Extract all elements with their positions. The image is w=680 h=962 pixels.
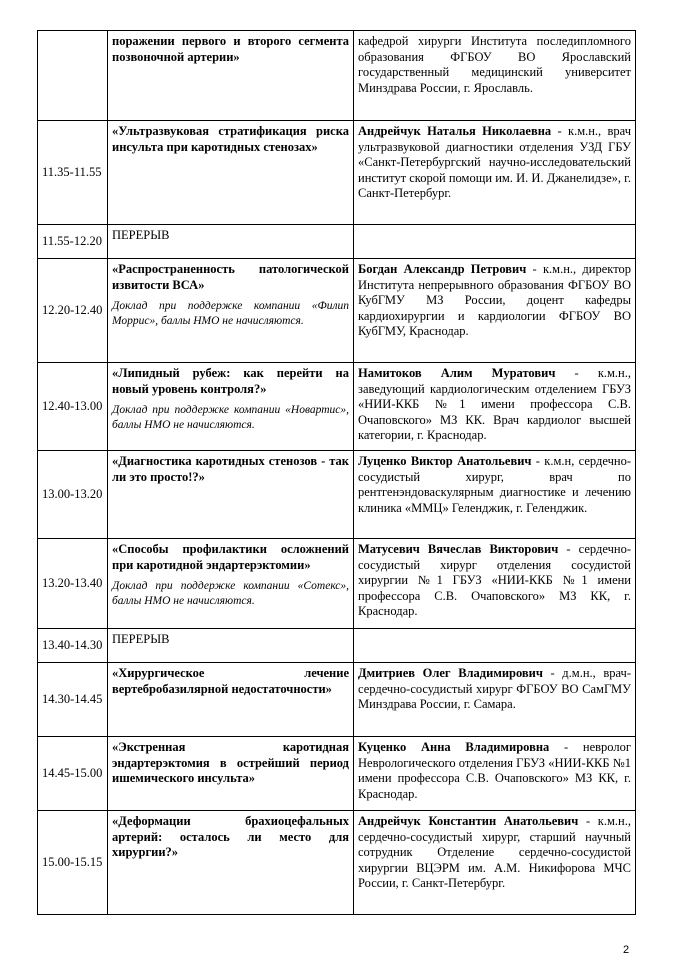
talk-title: «Диагностика каротидных стенозов - так ли это просто!?» <box>112 454 349 484</box>
talk-title: «Способы профилактики осложнений при каротидной эндартерэктомии» <box>112 542 349 572</box>
table-row <box>38 259 636 363</box>
talk-title: «Экстренная каротидная эндартерэктомия в острейший период ишемического инсульта» <box>112 740 349 786</box>
talk-title: «Липидный рубеж: как перейти на новый уровень контроля?» <box>112 366 349 396</box>
speaker-info: - к.м.н., сердечно-сосудистый хирург, старший научный сотрудник Отделение сердечно-сосудистой хирургии ВЦЭРМ им. А.М. Никифорова МЧС России, г. Санкт-Петербург. <box>358 814 631 891</box>
speaker-cell <box>354 259 636 363</box>
speaker-cell <box>354 539 636 629</box>
speaker-info: - невролог Неврологического отделения ГБУЗ «НИИ-ККБ №1 имени профессора С.В. Очаповского» МЗ КК, г. Краснодар. <box>358 740 631 801</box>
time-cell: 14.30-14.45 <box>38 663 108 737</box>
table-row <box>38 31 636 121</box>
speaker-info: - к.м.н, сердечно-сосудистый хирург, врач по рентгенэндоваскулярным диагностике и лечению клиника «ММЦ» Геленджик, г. Геленджик. <box>358 454 631 515</box>
speaker-name: Богдан Александр Петрович <box>358 262 527 276</box>
speaker-cell <box>354 737 636 811</box>
speaker-info: - д.м.н., врач-сердечно-сосудистый хирург ФГБОУ ВО СамГМУ Минздрава России, г. Самара. <box>358 666 631 712</box>
speaker-cell <box>354 451 636 539</box>
program-table-body <box>38 31 636 915</box>
table-row <box>38 737 636 811</box>
topic-cell <box>108 363 354 451</box>
speaker-name: Андрейчук Константин Анатольевич <box>358 814 579 828</box>
time-cell: 12.40-13.00 <box>38 363 108 451</box>
break-label: ПЕРЕРЫВ <box>108 629 354 663</box>
speaker-cell <box>354 121 636 225</box>
speaker-name: Дмитриев Олег Владимирович <box>358 666 543 680</box>
talk-note: Доклад при поддержке компании «Новартис», баллы НМО не начисляются. <box>112 404 349 431</box>
table-row <box>38 811 636 915</box>
table-row-break <box>38 629 636 663</box>
topic-cell <box>108 451 354 539</box>
table-row <box>38 451 636 539</box>
time-cell <box>38 31 108 121</box>
topic-cell <box>108 121 354 225</box>
speaker-name: Намитоков Алим Муратович <box>358 366 556 380</box>
speaker-info: - к.м.н., врач ультразвуковой диагностики отделения УЗД ГБУ «Санкт-Петербургский научно-исследовательский институт скорой помощи им. И. И. Джанелидзе», г. Санкт-Петербург. <box>358 124 631 201</box>
talk-note: Доклад при поддержке компании «Сотекс», баллы НМО не начисляются. <box>112 580 349 607</box>
break-label: ПЕРЕРЫВ <box>108 225 354 259</box>
table-row <box>38 539 636 629</box>
talk-title: «Распространенность патологической извитости ВСА» <box>112 262 349 292</box>
speaker-info: - к.м.н., директор Института непрерывного образования ФГБОУ ВО КубГМУ МЗ России, доцент кафедры кардиохирургии и кардиологии ФГБОУ ВО КубГМУ, Краснодар. <box>358 262 631 339</box>
speaker-info: - к.м.н., заведующий кардиологическим отделением ГБУЗ «НИИ-ККБ №1 имени профессора С.В. Очаповского» МЗ КК. Врач кардиолог высшей категории, г. Краснодар. <box>358 366 631 443</box>
topic-cell <box>108 539 354 629</box>
table-row <box>38 363 636 451</box>
table-row <box>38 121 636 225</box>
table-row <box>38 663 636 737</box>
speaker-name: Куценко Анна Владимировна <box>358 740 550 754</box>
program-table <box>37 30 636 915</box>
speaker-cell <box>354 363 636 451</box>
talk-title: «Деформации брахиоцефальных артерий: осталось ли место для хирургии?» <box>112 814 349 860</box>
table-row-break <box>38 225 636 259</box>
time-cell: 13.00-13.20 <box>38 451 108 539</box>
time-cell: 15.00-15.15 <box>38 811 108 915</box>
topic-cell <box>108 31 354 121</box>
topic-cell <box>108 737 354 811</box>
time-cell: 11.35-11.55 <box>38 121 108 225</box>
topic-cell <box>108 259 354 363</box>
page-number: 2 <box>623 944 630 956</box>
talk-title: «Ультразвуковая стратификация риска инсульта при каротидных стенозах» <box>112 124 349 154</box>
speaker-info: - сердечно-сосудистый хирург отделения сосудистой хирургии №1 ГБУЗ «НИИ-ККБ №1 имени профессора С.В. Очаповского» МЗ КК, г. Краснодар. <box>358 542 632 619</box>
speaker-cell <box>354 31 636 121</box>
empty-cell <box>354 629 636 663</box>
topic-cell <box>108 663 354 737</box>
time-cell: 11.55-12.20 <box>38 225 108 259</box>
talk-title: поражении первого и второго сегмента позвоночной артерии» <box>112 34 349 64</box>
time-cell: 13.20-13.40 <box>38 539 108 629</box>
speaker-info: кафедрой хирурги Института последипломного образования ФГБОУ ВО Ярославский государственный медицинский университет Минздрава России, г. Ярославль. <box>358 34 631 95</box>
empty-cell <box>354 225 636 259</box>
speaker-name: Андрейчук Наталья Николаевна <box>358 124 552 138</box>
speaker-name: Матусевич Вячеслав Викторович <box>358 542 559 556</box>
speaker-name: Луценко Виктор Анатольевич <box>358 454 532 468</box>
time-cell: 12.20-12.40 <box>38 259 108 363</box>
topic-cell <box>108 811 354 915</box>
time-cell: 14.45-15.00 <box>38 737 108 811</box>
time-cell: 13.40-14.30 <box>38 629 108 663</box>
talk-title: «Хирургическое лечение вертебробазилярной недостаточности» <box>112 666 349 696</box>
speaker-cell <box>354 811 636 915</box>
talk-note: Доклад при поддержке компании «Филип Моррис», баллы НМО не начисляются. <box>112 300 349 327</box>
speaker-cell <box>354 663 636 737</box>
